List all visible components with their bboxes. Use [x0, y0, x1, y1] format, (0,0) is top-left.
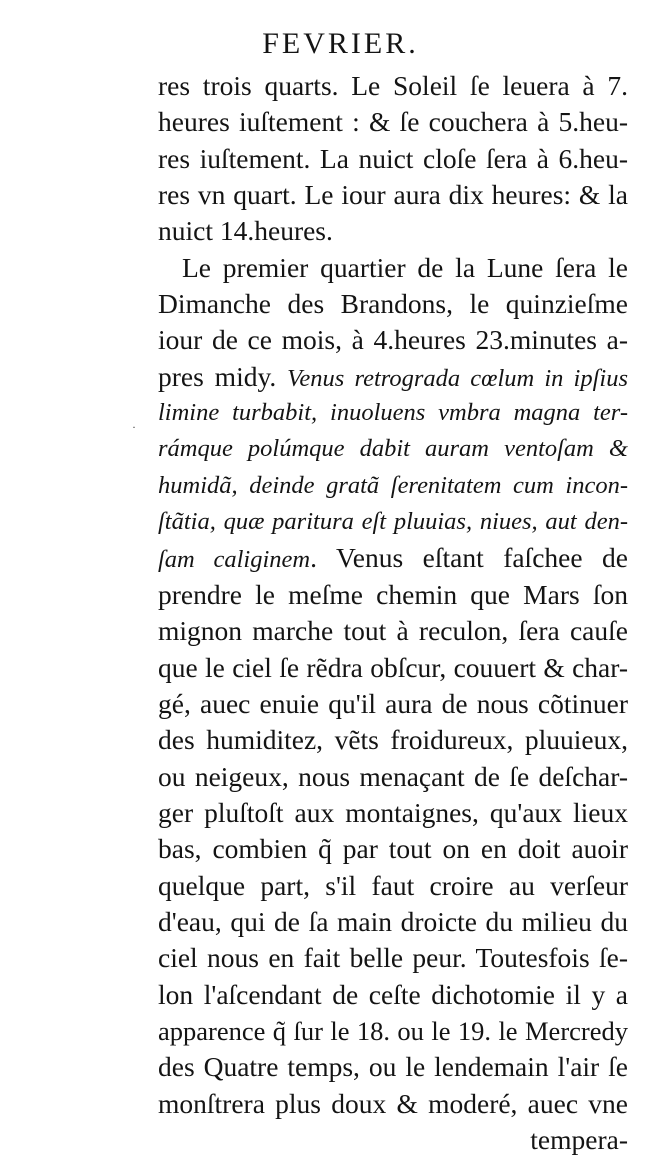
text-line: bas, combien q̃ par tout on en doit auoir: [158, 833, 628, 865]
text-line: [158, 359, 628, 395]
text-line: prendre le meſme chemin que Mars ſon: [158, 578, 628, 610]
latin-italic-line: humidã, deinde gratã ſerenitatem cum incon-: [158, 471, 628, 499]
text-line: apparence q̃ ſur le 18. ou le 19. le Mercredy: [158, 1015, 628, 1046]
text-line: Dimanche des Brandons, le quinzieſme: [158, 288, 628, 320]
ink-speck: ·: [132, 420, 136, 434]
text-line: mignon marche tout à reculon, ſera cauſe: [158, 615, 628, 647]
text-line: nuict 14.heures.: [158, 215, 333, 247]
text-line: ou neigeux, nous menaçant de ſe deſchar-: [158, 760, 628, 792]
text-line: res trois quarts. Le Soleil ſe leuera à 7.: [158, 70, 628, 101]
text-line: gé, auec enuie qu'il aura de nous cõtinuer: [158, 687, 628, 719]
roman-run: . Venus eſtant faſchee de: [310, 542, 628, 574]
latin-italic-line: limine turbabit, inuoluens vmbra magna ter-: [158, 399, 628, 427]
text-line: res iuſtement. La nuict cloſe ſera à 6.heu-: [158, 142, 628, 174]
text-line: monſtrera plus doux & moderé, auec vne: [158, 1087, 628, 1119]
text-line: que le ciel ſe rẽdra obſcur, couuert & char-: [158, 651, 628, 683]
text-line: res vn quart. Le iour aura dix heures: & la: [158, 179, 628, 211]
roman-run: pres midy.: [158, 360, 288, 392]
latin-italic-run: ſam caliginem: [158, 546, 311, 574]
text-line: heures iuſtement : & ſe couchera à 5.heu-: [158, 106, 628, 138]
text-line: ciel nous en fait belle peur. Toutesfois ſe-: [158, 942, 628, 974]
catchword: tempera-: [530, 1123, 628, 1155]
text-line: d'eau, qui de ſa main droicte du milieu du: [158, 905, 628, 937]
latin-italic-run: Venus retrograda cœlum in ipſius: [287, 364, 628, 392]
text-line: iour de ce mois, à 4.heures 23.minutes a-: [158, 324, 628, 356]
latin-italic-line: rámque polúmque dabit auram ventoſam &: [158, 435, 628, 463]
text-line: des Quatre temps, ou le lendemain l'air ſe: [158, 1051, 628, 1083]
text-line: ger pluſtoſt aux montaignes, qu'aux lieux: [158, 796, 628, 828]
running-head: FEVRIER.: [262, 27, 419, 60]
text-line: des humiditez, vẽts froidureux, pluuieux,: [158, 724, 628, 756]
paragraph-first-line: Le premier quartier de la Lune ſera le: [182, 251, 628, 283]
body-text: [158, 68, 628, 1158]
text-line: quelque part, s'il faut croire au verſeur: [158, 869, 628, 901]
text-line: [158, 540, 628, 576]
text-line: lon l'aſcendant de ceſte dichotomie il y a: [158, 978, 628, 1010]
latin-italic-line: ſtãtia, quæ paritura eſt pluuias, niues, aut den-: [158, 508, 628, 536]
